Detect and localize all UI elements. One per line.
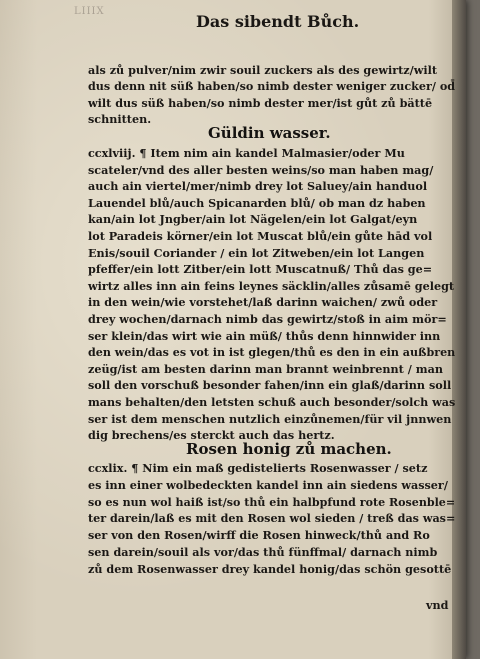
- text-line: ccxlviij. ¶ Item nim ain kandel Malmasier/oder Mu: [88, 146, 405, 160]
- text-line: auch ain viertel/mer/nimb drey lot Saluey/ain handuol: [88, 179, 428, 194]
- text-line: dig brechens/es sterckt auch das hertz.: [88, 428, 335, 443]
- text-line: lot Paradeis körner/ein lot Muscat blů/ein gůte hād vol: [88, 229, 433, 243]
- text-line: schnitten.: [88, 112, 152, 127]
- text-line: ser von den Rosen/wirff die Rosen hinweck/thů and Ro: [88, 528, 430, 543]
- text-line: ser klein/das wirt wie ain müß/ thůs denn hinnwider inn: [88, 328, 441, 343]
- text-line: ter darein/laß es mit den Rosen wol sieden / treß das was=: [88, 511, 456, 526]
- text-line: kan/ain lot Jngber/ain lot Nägelen/ein lot Galgat/eyn: [88, 212, 418, 227]
- text-line: mans behalten/den letsten schuß auch besonder/solch was: [88, 395, 456, 409]
- text-line: zů dem Rosenwasser drey kandel honig/das schön gesottē: [88, 561, 452, 576]
- page-edge: [452, 0, 466, 659]
- text-line: in den wein/wie vorstehet/laß darinn waichen/ zwů oder: [88, 295, 438, 310]
- text-line: dus denn nit süß haben/so nimb dester weniger zucker/ od̄: [88, 79, 456, 94]
- text-line: scateler/vnd des aller besten weins/so man haben mag/: [88, 162, 434, 177]
- text-line: soll den vorschuß besonder fahen/inn ein glaß/darinn soll: [88, 378, 452, 393]
- text-line: es inn einer wolbedeckten kandel inn ain siedens wasser/: [88, 477, 448, 492]
- text-line: so es nun wol haiß ist/so thů ein halbpfund rote Rosenble=: [88, 494, 456, 509]
- text-line: ccxlix. ¶ Nim ein maß gedistelierts Rosenwasser / setz: [88, 461, 428, 475]
- text-line: den wein/das es vot in ist glegen/thů es den in ein außbren: [88, 345, 456, 360]
- folio-number: LIIIX: [74, 6, 105, 17]
- text-line: sen darein/souil als vor/das thů fünffmal/ darnach nimb: [88, 545, 438, 559]
- text-line: pfeffer/ein lott Zitber/ein lott Muscatnuß/ Thů das ge=: [88, 262, 433, 277]
- text-line: Enis/souil Coriander / ein lot Zitweben/ein lot Langen: [88, 245, 425, 260]
- text-line: wilt dus süß haben/so nimb dester mer/ist gůt zů bättē: [88, 95, 433, 110]
- section-heading-rosen-honig: Rosen honig zů machen.: [186, 440, 392, 458]
- text-line: zeüg/ist am besten darinn man brannt weinbrennt / man: [88, 361, 443, 376]
- text-line: ser ist dem menschen nutzlich einzůnemen/für vil jnnwen: [88, 411, 452, 426]
- text-line: wirtz alles inn ain feins leynes säcklin/alles zůsamē gelegt: [88, 278, 455, 293]
- text-line: Lauendel blů/auch Spicanarden blů/ ob man dz haben: [88, 195, 426, 210]
- text-line: als zů pulver/nim zwir souil zuckers als des gewirtz/wilt: [88, 63, 438, 77]
- text-line: drey wochen/darnach nimb das gewirtz/stoß in aim mör=: [88, 312, 447, 326]
- running-head: Das sibendt Bůch.: [196, 12, 360, 31]
- section-heading-gueldin-wasser: Güldin wasser.: [208, 124, 331, 142]
- catchword: vnd: [426, 598, 449, 612]
